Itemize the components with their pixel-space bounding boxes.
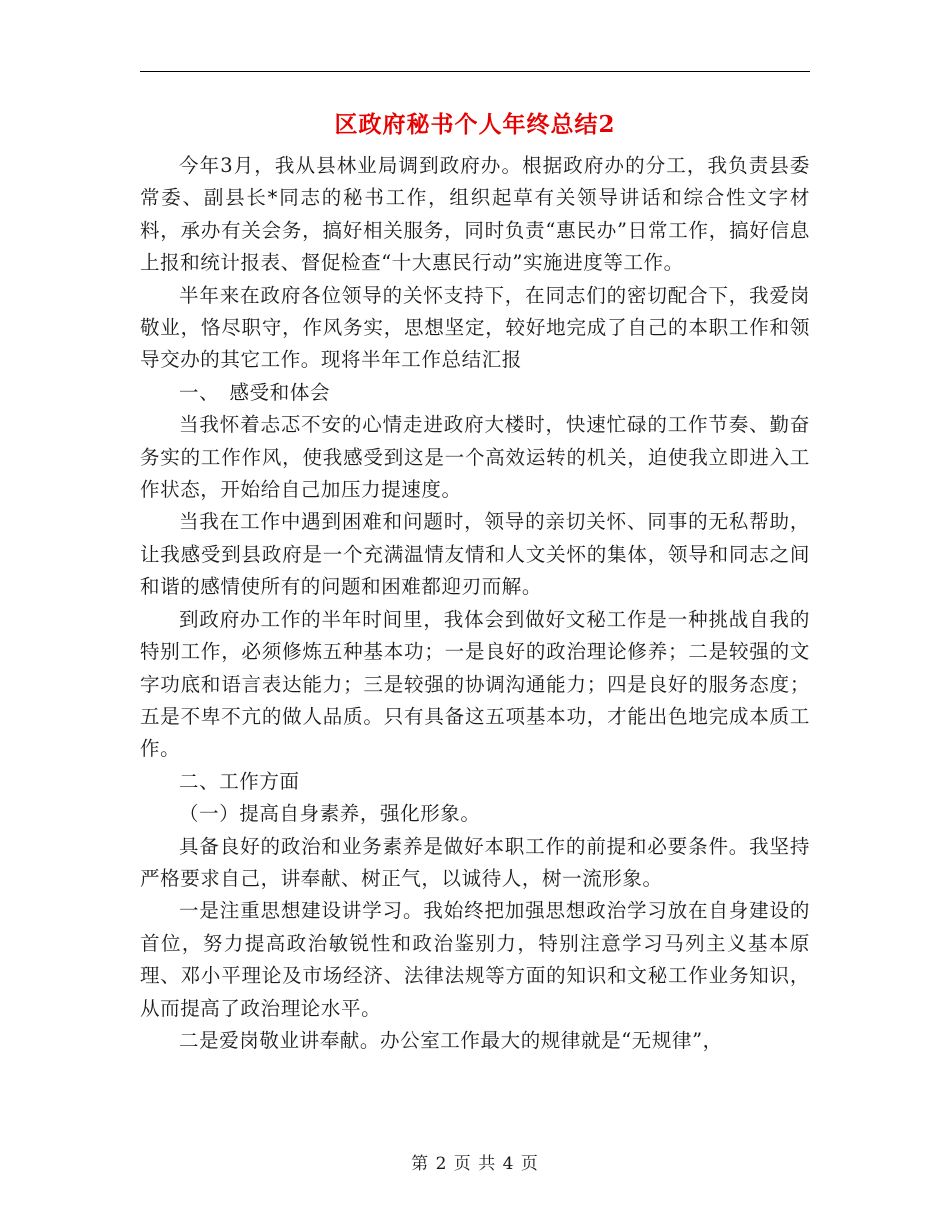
paragraph-8: 二是爱岗敬业讲奉献。办公室工作最大的规律就是“无规律”， xyxy=(179,1028,723,1052)
paragraph-6: 具备良好的政治和业务素养是做好本职工作的前提和必要条件。我坚持严格要求自己，讲奉献、树正气，以诚待人，树一流形象。 xyxy=(140,834,810,890)
paragraph-7: 一是注重思想建设讲学习。我始终把加强思想政治学习放在自身建设的首位，努力提高政治敏锐性和政治鉴别力，特别注意学习马列主义基本原理、邓小平理论及市场经济、法律法规等方面的知识和文秘工作业务知识，从而提高了政治理论水平。 xyxy=(140,899,810,1020)
paragraph-5: 到政府办工作的半年时间里，我体会到做好文秘工作是一种挑战自我的特别工作，必须修炼五种基本功；一是良好的政治理论修养；二是较强的文字功底和语言表达能力；三是较强的协调沟通能力；四是良好的服务态度；五是不卑不亢的做人品质。只有具备这五项基本功，才能出色地完成本质工作。 xyxy=(140,607,810,761)
paragraph-3: 当我怀着忐忑不安的心情走进政府大楼时，快速忙碌的工作节奏、勤奋务实的工作作风，使我感受到这是一个高效运转的机关，迫使我立即进入工作状态，开始给自己加压力提速度。 xyxy=(140,413,810,502)
header-rule xyxy=(140,71,810,72)
document-title: 区政府秘书个人年终总结2 xyxy=(334,111,616,138)
document-body xyxy=(140,150,810,1057)
paragraph-2: 半年来在政府各位领导的关怀支持下，在同志们的密切配合下，我爱岗敬业，恪尽职守，作风务实，思想坚定，较好地完成了自己的本职工作和领导交办的其它工作。现将半年工作总结汇报 xyxy=(140,283,810,372)
paragraph-1: 今年3月，我从县林业局调到政府办。根据政府办的分工，我负责县委常委、副县长*同志的秘书工作，组织起草有关领导讲话和综合性文字材料，承办有关会务，搞好相关服务，同时负责“惠民办”日常工作，搞好信息上报和统计报表、督促检查“十大惠民行动”实施进度等工作。 xyxy=(140,154,810,275)
section-heading-1: 一、 感受和体会 xyxy=(179,380,331,404)
section-heading-2: 二、工作方面 xyxy=(179,769,300,793)
page-number-footer: 第 2 页 共 4 页 xyxy=(411,1154,539,1174)
paragraph-4: 当我在工作中遇到困难和问题时，领导的亲切关怀、同事的无私帮助，让我感受到县政府是一个充满温情友情和人文关怀的集体，领导和同志之间和谐的感情使所有的问题和困难都迎刃而解。 xyxy=(140,510,810,599)
subsection-heading-1: （一）提高自身素养，强化形象。 xyxy=(179,802,481,826)
